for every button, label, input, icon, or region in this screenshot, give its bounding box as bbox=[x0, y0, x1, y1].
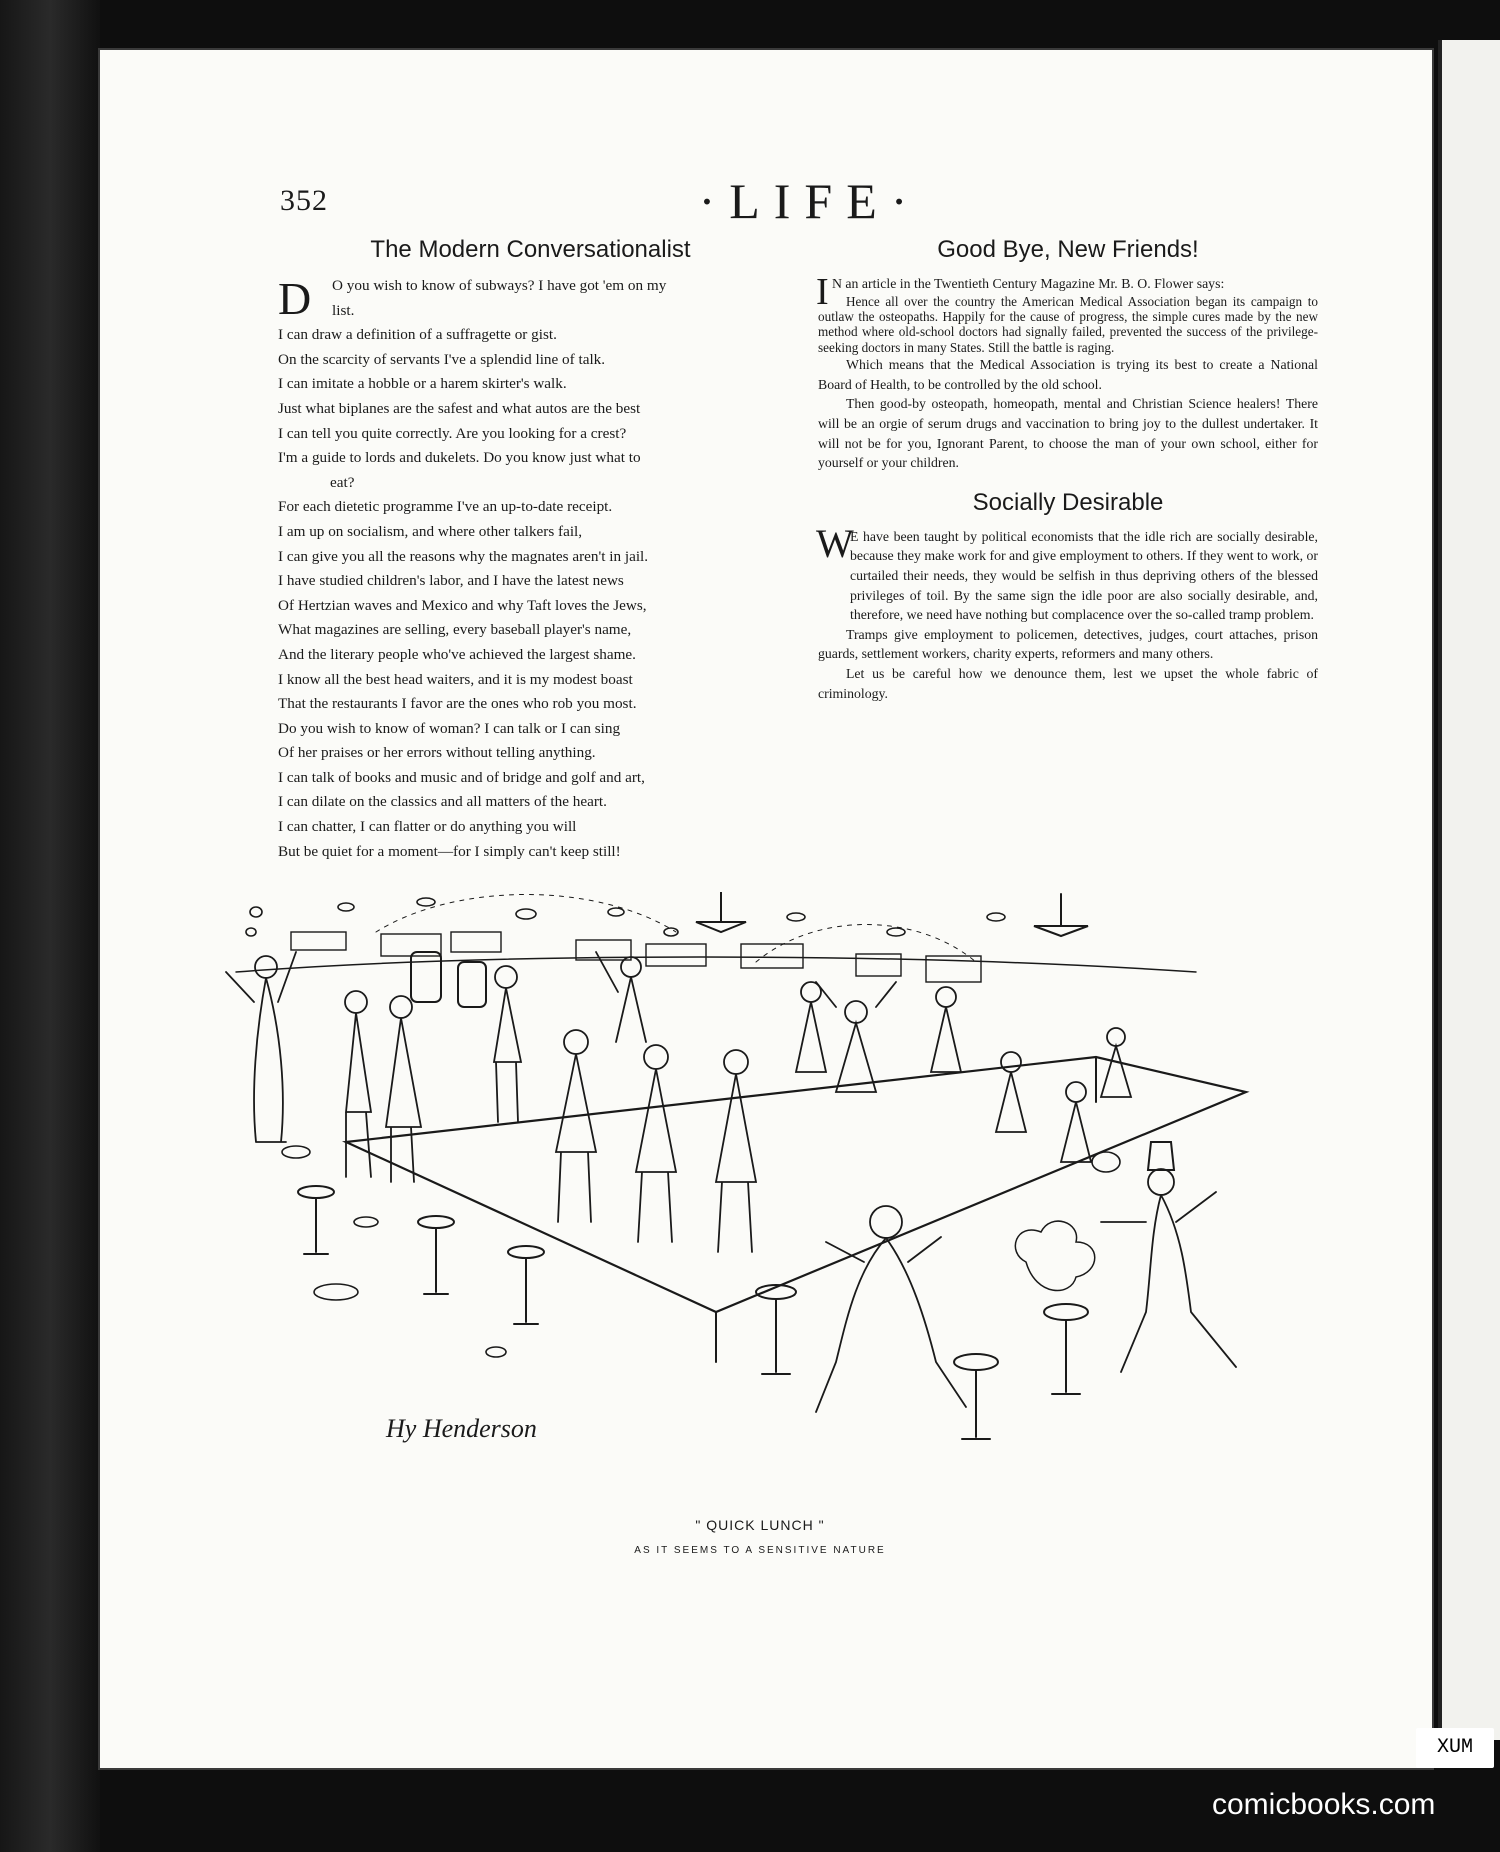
poem-line: Of her praises or her errors without telling anything. bbox=[278, 744, 596, 762]
article-good-bye-body bbox=[816, 271, 1318, 473]
crowd-figures bbox=[226, 952, 1236, 1412]
quick-lunch-cartoon bbox=[196, 892, 1352, 1462]
poem-line: I can imitate a hobble or a harem skirter's walk. bbox=[278, 375, 567, 393]
top-hat-icon bbox=[1148, 1142, 1174, 1170]
article-socially-desirable-body bbox=[816, 520, 1318, 703]
hanging-lamp bbox=[1034, 894, 1088, 936]
article-title-good-bye: Good Bye, New Friends! bbox=[937, 236, 1199, 263]
poem-line: I know all the best head waiters, and it is my modest boast bbox=[278, 670, 633, 688]
cartoon-caption-subtitle: AS IT SEEMS TO A SENSITIVE NATURE bbox=[634, 1545, 886, 1556]
article-modern-conversationalist bbox=[278, 236, 783, 864]
poem-line: Do you wish to know of woman? I can talk or I can sing bbox=[278, 719, 621, 737]
poem-line: That the restaurants I favor are the ones who rob you most. bbox=[278, 695, 637, 713]
poem-line: Just what biplanes are the safest and what autos are the best bbox=[278, 399, 641, 417]
paragraph: Tramps give employment to policemen, detectives, judges, court attaches, prison guards, settlement workers, charity experts, reformers and many others. bbox=[818, 626, 1318, 662]
poem-line: What magazines are selling, every baseball player's name, bbox=[278, 621, 632, 639]
article-title-socially-desirable: Socially Desirable bbox=[972, 488, 1164, 516]
poem-line: But be quiet for a moment—for I simply can't keep still! bbox=[278, 842, 621, 860]
stools bbox=[298, 1186, 1088, 1439]
masthead: ·LIFE· bbox=[698, 173, 922, 229]
poem-line: I can draw a definition of a suffragette or gist. bbox=[278, 326, 557, 344]
poem-line: I'm a guide to lords and dukelets. Do you know just what to bbox=[278, 449, 641, 467]
poem-line: eat? bbox=[330, 473, 355, 491]
poem-line: On the scarcity of servants I've a splendid line of talk. bbox=[278, 350, 606, 368]
back-wall-line bbox=[236, 957, 1196, 972]
paragraph: Then good-by osteopath, homeopath, mental and Christian Science healers! There will be an orgie of serum drugs and vaccination to bring joy to the dullest undertaker. It will not be for you, Ignorant Parent, to choose the man of your own school, either for yourself or your children. bbox=[818, 396, 1318, 471]
drop-cap: I bbox=[816, 271, 829, 313]
poem-line: Of Hertzian waves and Mexico and why Taft loves the Jews, bbox=[278, 596, 647, 614]
artist-signature: Hy Henderson bbox=[386, 1414, 537, 1443]
watermark: comicbooks.com bbox=[1212, 1788, 1436, 1821]
cartoon-caption-title: " QUICK LUNCH " bbox=[695, 1517, 825, 1533]
steam-cloud bbox=[1015, 1221, 1094, 1290]
poem-line: O you wish to know of subways? I have got 'em on my bbox=[332, 277, 667, 294]
quoted-passage: Hence all over the country the American Medical Association began its campaign to outlaw the osteopaths. Happily for the cause of progress, the simple cures made by the new method where old-school doctors had signally failed, prevented the success of the privilege-seeking doctors in many States. Still the battle is raging. bbox=[818, 293, 1318, 355]
poem-line: I can dilate on the classics and all matters of the heart. bbox=[278, 793, 607, 811]
right-column bbox=[818, 236, 1318, 703]
poem-line: I am up on socialism, and where other talkers fail, bbox=[278, 522, 583, 540]
poem-line: I can tell you quite correctly. Are you looking for a crest? bbox=[278, 424, 627, 442]
poem-line: I can chatter, I can flatter or do anything you will bbox=[278, 818, 577, 836]
paragraph: Which means that the Medical Association is trying its best to create a National Board of Health, to be controlled by the old school. bbox=[818, 357, 1318, 392]
scan-border bbox=[0, 0, 100, 1852]
paragraph: N an article in the Twentieth Century Magazine Mr. B. O. Flower says: bbox=[832, 276, 1225, 291]
hanging-lamp bbox=[696, 892, 746, 932]
poem-lines bbox=[278, 274, 783, 864]
scan-badge: XUM bbox=[1416, 1728, 1494, 1768]
article-title: The Modern Conversationalist bbox=[370, 236, 691, 263]
paragraph: Let us be careful how we denounce them, lest we upset the whole fabric of criminology. bbox=[818, 665, 1318, 701]
poem-line: I can give you all the reasons why the magnates aren't in jail. bbox=[278, 547, 649, 565]
drop-cap: D bbox=[278, 273, 312, 324]
page-number: 352 bbox=[280, 184, 328, 217]
lunch-counter bbox=[346, 1057, 1246, 1312]
poem-line: list. bbox=[332, 301, 355, 319]
poem-line: I can talk of books and music and of bridge and golf and art, bbox=[278, 768, 645, 786]
poem-line: I have studied children's labor, and I have the latest news bbox=[278, 572, 624, 590]
poem-line: And the literary people who've achieved the largest shame. bbox=[278, 645, 636, 663]
drop-cap: W bbox=[816, 520, 854, 566]
paragraph: E have been taught by political economists that the idle rich are socially desirable, because they make work for and give employment to others. If they went to work, or curtailed their needs, they would be selfish in thus depriving others of the blessed privileges of toil. By the same sign the idle poor are also socially desirable, and, therefore, we need have nothing but complacence over the so-called tramp problem. bbox=[850, 528, 1318, 623]
counter-edge bbox=[716, 1057, 1096, 1362]
poem-line: For each dietetic programme I've an up-to-date receipt. bbox=[278, 498, 613, 516]
facing-page-edge bbox=[1438, 40, 1500, 1740]
